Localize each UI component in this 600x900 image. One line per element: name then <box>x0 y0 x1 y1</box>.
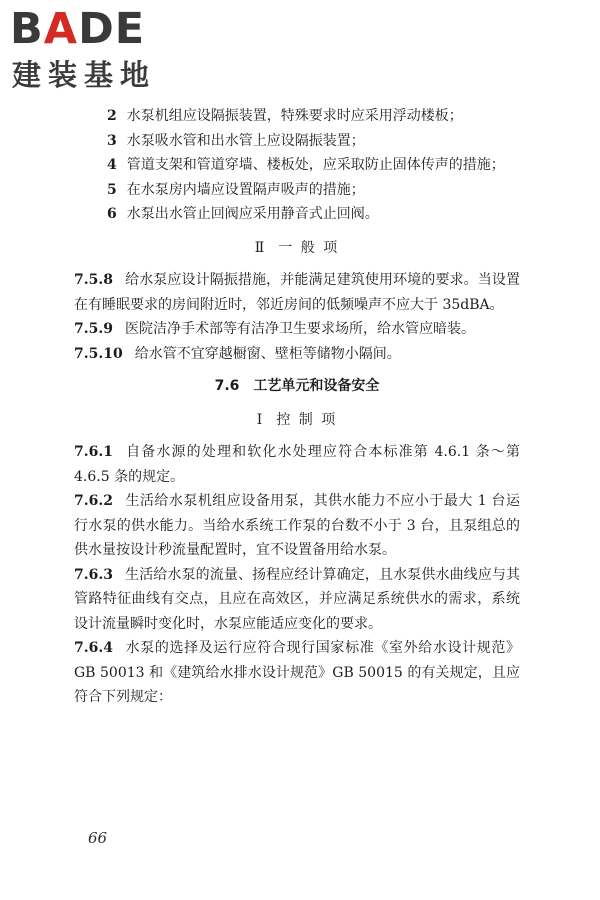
section-heading: 7.6 工艺单元和设备安全 <box>214 378 380 394</box>
logo-wordmark: BADE <box>10 4 146 54</box>
clause: 7.6.2 生活给水泵机组应设备用泵，其供水能力不应小于最大 1 台运行水泵的供水能力。当给水系统工作泵的台数不小于 3 台，且泵组总的供水量按设计秒流量配置时，宜不设置备用给水泵。 <box>74 493 520 558</box>
logo-accent-letter: A <box>43 4 79 54</box>
list-item: 2 水泵机组应设隔振装置，特殊要求时应采用浮动楼板； <box>107 108 463 124</box>
page-number: 66 <box>88 829 108 847</box>
clause: 7.5.8 给水泵应设计隔振措施，并能满足建筑使用环境的要求。当设置在有睡眠要求的房间附近时，邻近房间的低频噪声不应大于 35dBA。 <box>74 272 520 313</box>
subheading-control: Ⅰ控 制 项 <box>256 411 338 428</box>
clause: 7.6.4 水泵的选择及运行应符合现行国家标准《室外给水设计规范》GB 50013 和《建筑给水排水设计规范》GB 50015 的有关规定，且应符合下列规定： <box>74 640 520 705</box>
list-item: 3 水泵吸水管和出水管上应设隔振装置； <box>107 132 365 149</box>
logo-subtitle: 建装基地 <box>12 58 157 92</box>
clause: 7.5.10 给水管不宜穿越橱窗、壁柜等储物小隔间。 <box>74 345 401 362</box>
list-item: 5 在水泵房内墙应设置隔声吸声的措施； <box>107 181 365 198</box>
clause: 7.5.9 医院洁净手术部等有洁净卫生要求场所，给水管应暗装。 <box>74 321 475 337</box>
document-body <box>74 104 520 710</box>
bade-logo <box>10 6 180 96</box>
list-item: 4 管道支架和管道穿墙、楼板处，应采取防止固体传声的措施； <box>107 157 505 173</box>
clause: 7.6.1 自备水源的处理和软化水处理应符合本标准第 4.6.1 条～第 4.6.5 条的规定。 <box>74 444 520 485</box>
subheading-general: Ⅱ一 般 项 <box>254 239 340 256</box>
list-item: 6 水泵出水管止回阀应采用静音式止回阀。 <box>107 206 379 222</box>
clause: 7.6.3 生活给水泵的流量、扬程应经计算确定，且水泵供水曲线应与其管路特征曲线有交点，且应在高效区，并应满足系统供水的需求，系统设计流量瞬时变化时，水泵应能适应变化的要求。 <box>74 566 520 632</box>
